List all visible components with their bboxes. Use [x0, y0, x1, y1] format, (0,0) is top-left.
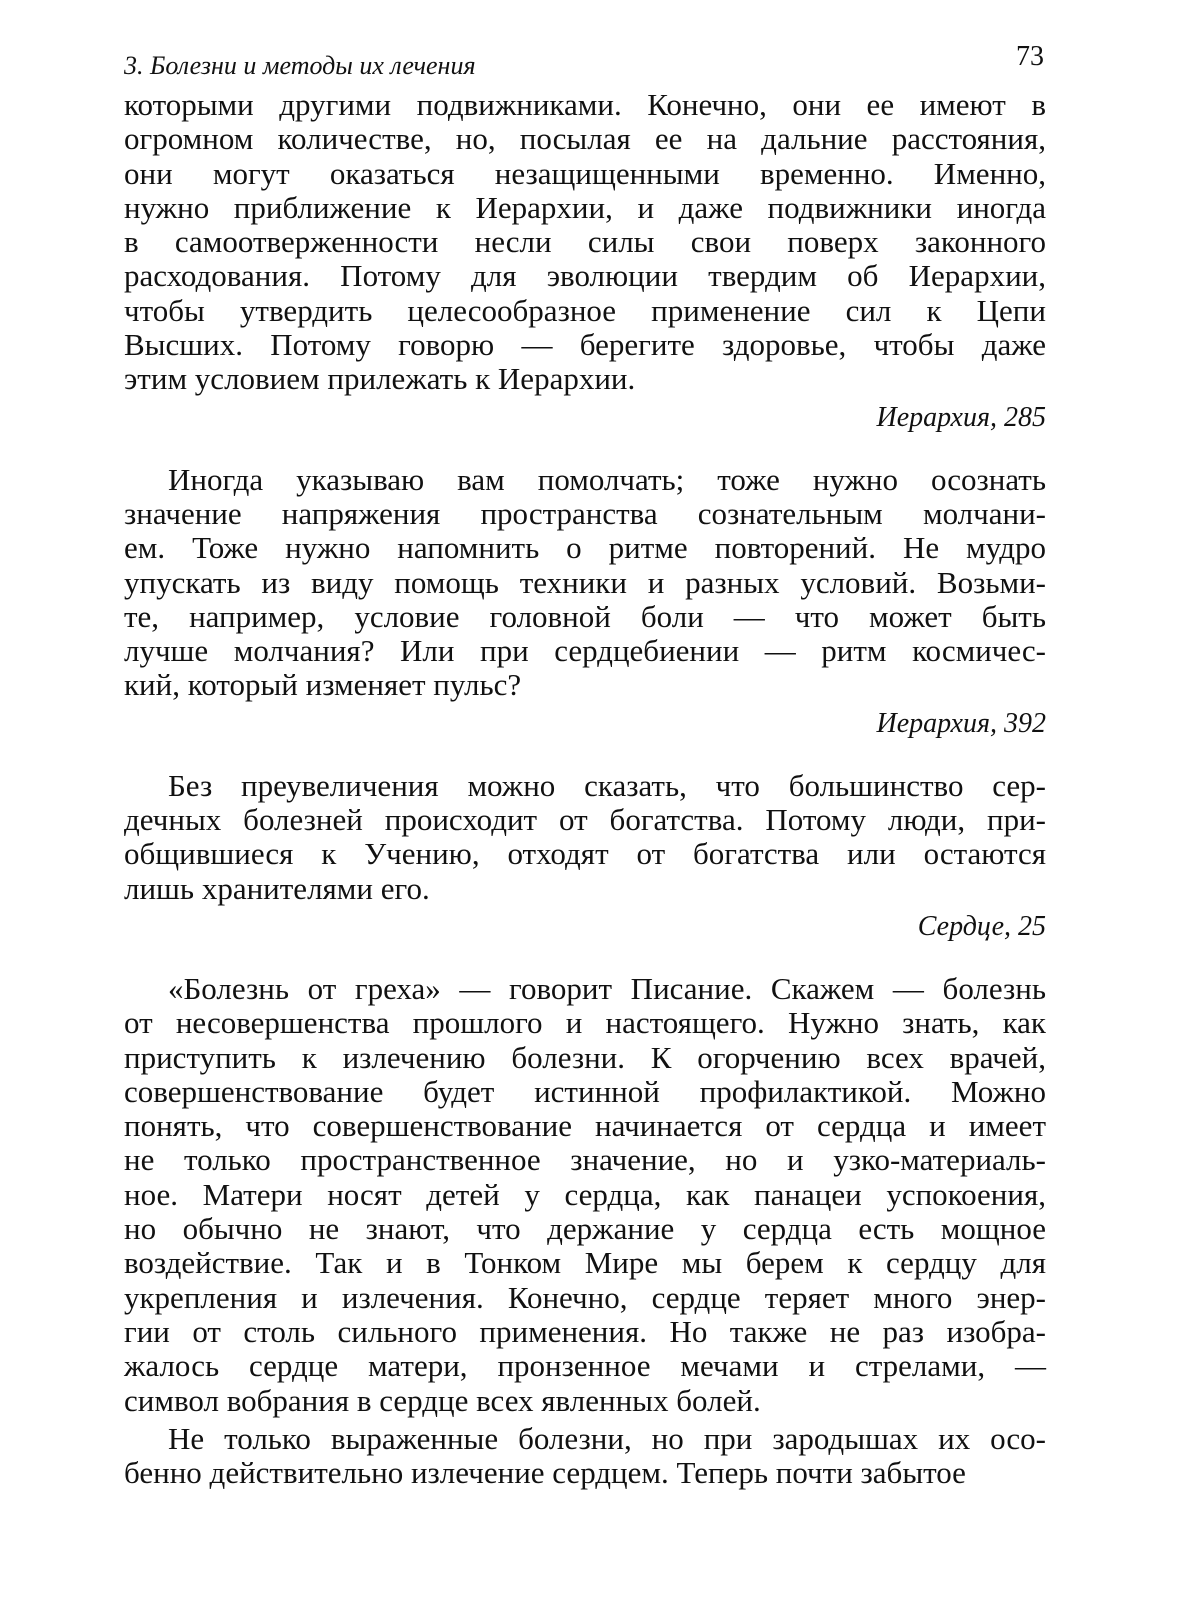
- text-line: жалось сердце матери, пронзенное мечами и стрелами, —: [124, 1348, 1046, 1384]
- chapter-title: 3. Болезни и методы их лечения: [124, 51, 476, 80]
- text-line: огромном количестве, но, посылая ее на дальние расстояния,: [124, 121, 1046, 157]
- text-line: Высших. Потому говорю — берегите здоровье, чтобы даже: [124, 327, 1046, 363]
- text-line: гии от столь сильного применения. Но также не раз изобра-: [124, 1313, 1046, 1349]
- page-number: 73: [1016, 41, 1044, 72]
- paragraph: [124, 88, 1046, 397]
- text-line: укрепления и излечения. Конечно, сердце теряет много энер-: [124, 1279, 1046, 1315]
- text-entry: [124, 1422, 1046, 1491]
- source-citation: Иерархия, 285: [876, 401, 1046, 433]
- text-line: кий, который изменяет пульс?: [124, 667, 522, 703]
- text-line: воздействие. Так и в Тонком Мире мы берем к сердцу для: [124, 1245, 1046, 1281]
- text-entry: [124, 972, 1046, 1422]
- paragraph: [124, 463, 1046, 703]
- text-line: нужно приближение к Иерархии, и даже подвижники иногда: [124, 189, 1046, 225]
- text-line: понять, что совершенствование начинается от сердца и имеет: [124, 1108, 1046, 1144]
- text-line: от несовершенства прошлого и настоящего. Нужно знать, как: [124, 1005, 1046, 1041]
- text-line: бенно действительно излечение сердцем. Теперь почти забытое: [124, 1455, 966, 1491]
- text-line: в самоотверженности несли силы свои поверх законного: [124, 224, 1046, 260]
- text-line: которыми другими подвижниками. Конечно, они ее имеют в: [124, 87, 1046, 122]
- text-line: Не только выраженные болезни, но при зародышах их осо-: [168, 1420, 1046, 1456]
- text-line: дечных болезней происходит от богатства. Потому люди, при-: [124, 802, 1046, 838]
- paragraph: [124, 1422, 1046, 1491]
- running-head: [124, 30, 1046, 88]
- entry-spacer: [124, 747, 1046, 769]
- text-line: но обычно не знают, что держание у сердца есть мощное: [124, 1211, 1046, 1247]
- paragraph: [124, 769, 1046, 906]
- text-line: не только пространственное значение, но и узко-материаль-: [124, 1142, 1046, 1178]
- entry-spacer: [124, 950, 1046, 972]
- text-line: приступить к излечению болезни. К огорчению всех врачей,: [124, 1039, 1046, 1075]
- paragraph: [124, 972, 1046, 1418]
- book-page: [124, 30, 1046, 1490]
- text-entry: [124, 463, 1046, 769]
- text-line: совершенствование будет истинной профилактикой. Можно: [124, 1073, 1046, 1109]
- source-citation: Сердце, 25: [917, 910, 1046, 942]
- text-line: этим условием прилежать к Иерархии.: [124, 361, 636, 397]
- text-line: те, например, условие головной боли — что может быть: [124, 598, 1046, 634]
- text-line: Иногда указываю вам помолчать; тоже нужно осознать: [168, 461, 1046, 497]
- text-line: расходования. Потому для эволюции твердим об Иерархии,: [124, 258, 1046, 294]
- text-line: лишь хранителями его.: [124, 870, 430, 906]
- text-entry: [124, 88, 1046, 463]
- text-line: ное. Матери носят детей у сердца, как панацеи успокоения,: [124, 1176, 1046, 1212]
- page-content: [124, 88, 1046, 1490]
- text-entry: [124, 769, 1046, 972]
- text-line: символ вобрания в сердце всех явленных болей.: [124, 1382, 761, 1418]
- text-line: лучше молчания? Или при сердцебиении — ритм космичес-: [124, 633, 1046, 669]
- text-line: они могут оказаться незащищенными временно. Именно,: [124, 155, 1046, 191]
- text-line: ем. Тоже нужно напомнить о ритме повторений. Не мудро: [124, 530, 1046, 566]
- source-citation: Иерархия, 392: [876, 707, 1046, 739]
- text-line: общившиеся к Учению, отходят от богатства или остаются: [124, 836, 1046, 872]
- text-line: значение напряжения пространства сознательным молчани-: [124, 495, 1046, 531]
- text-line: упускать из виду помощь техники и разных условий. Возьми-: [124, 564, 1046, 600]
- text-line: чтобы утвердить целесообразное применение сил к Цепи: [124, 292, 1046, 328]
- text-line: «Болезнь от греха» — говорит Писание. Скажем — болезнь: [168, 970, 1046, 1006]
- entry-spacer: [124, 441, 1046, 463]
- text-line: Без преувеличения можно сказать, что большинство сер-: [168, 767, 1046, 803]
